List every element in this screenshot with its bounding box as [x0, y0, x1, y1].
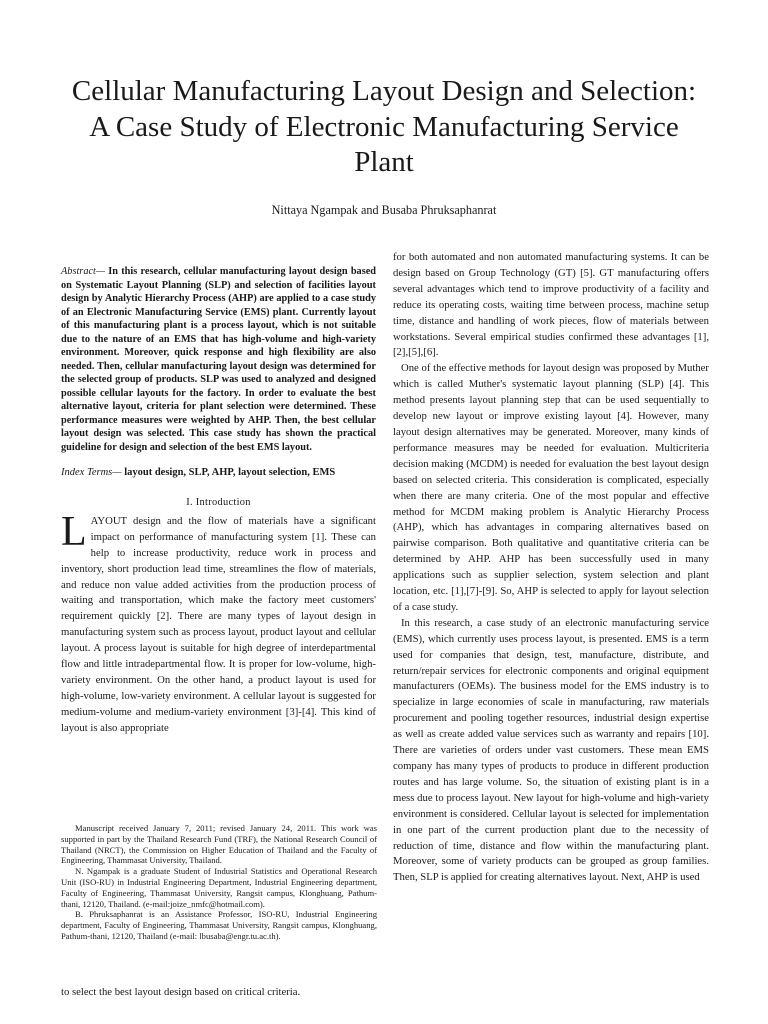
paper-title: Cellular Manufacturing Layout Design and Selection: A Case Study of Electronic Manufacturing Service Plant: [71, 75, 697, 178]
right-paragraph-1: for both automated and non automated manufacturing systems. It can be design based on Group Technology (GT) [5]. GT manufacturing offers several advantages which tend to improve productivity of a facility and reduce its operating costs, waiting time between process, machine setup time, distance and handling of work pieces, flow of materials between workstations. Several empirical studies confirmed these advantages [1],[2],[5],[6].: [393, 251, 709, 359]
right-column: [393, 250, 709, 886]
left-column-last-line: to select the best layout design based on critical criteria.: [61, 986, 301, 998]
paper-authors: Nittaya Ngampak and Busaba Phruksaphanrat: [271, 203, 497, 217]
introduction-text: AYOUT design and the flow of materials have a significant impact on performance of manufacturing system [1]. These can help to increase productivity, reduce work in process and inventory, short production lead time, streamlines the flow of materials, and reduce non value added activities from the production process of waiting and transportation, which make the factory meet customers' requirement quickly [2]. There are many types of layout design in manufacturing system such as process layout, product layout and cellular layout. A process layout is suitable for high degree of interdepartmental flow and little intradepartmental flow. It is proper for low-volume, high-variety environment. On the other hand, a product layout is used for high-volume, low-variety environment. A cellular layout is suggested for medium-volume and medium-variety environment [3]-[4]. This kind of layout is also appropriate: [61, 514, 376, 734]
index-terms-text: layout design, SLP, AHP, layout selection, EMS: [124, 467, 336, 478]
right-paragraph-3: In this research, a case study of an electronic manufacturing service (EMS), which currently uses process layout, is presented. EMS is a term used for companies that design, test, manufacture, distribute, and return/repair services for electronic components and original equipment manufacturers (OEMs). The business model for the EMS industry is to specialize in large economies of scale in manufacturing, raw materials procurement and pooling together resources, industrial design expertise as well as create added value services such as warranty and repairs [10]. There are varieties of orders under vast customers. These mean EMS company has many types of products to produce in different production routes and has large volume. So, the situation of existing plant is in a mess due to process layout. New layout for high-volume and high-variety environment is considered. Cellular layout is selected for implementation in one part of the current production plant due to the necessity of reduction of time, distance and flow within the manufacturing plant. Moreover, some of variety products can be grouped as group families. Then, SLP is applied for creating alternatives layout. Next, AHP is used: [393, 616, 709, 884]
abstract: [61, 265, 376, 454]
footnote-author-2: B. Phruksaphanrat is an Assistance Professor, ISO-RU, Industrial Engineering department, Faculty of Engineering, Thammasat University, Rangsit campus, Klonghuang, Pathum-thani, 12120, Thailand (e-mail: lbusaba@engr.tu.ac.th).: [61, 909, 377, 941]
index-terms-dash: —: [112, 467, 125, 478]
abstract-dash: —: [95, 266, 109, 277]
index-terms: [61, 466, 376, 480]
index-terms-label: Index Terms: [61, 467, 113, 478]
section-heading-introduction: I. Introduction: [186, 497, 251, 508]
footnotes: [61, 823, 377, 942]
footnote-manuscript: Manuscript received January 7, 2011; revised January 24, 2011. This work was supported in part by the Thailand Research Fund (TRF), the National Research Council of Thailand (NRCT), the Commission on Higher Education of Thailand and the Faculty of Engineering, Thammasat University, Thailand.: [61, 823, 377, 866]
abstract-label: Abstract: [61, 266, 96, 277]
left-column: [61, 265, 376, 737]
right-paragraph-2: One of the effective methods for layout design was proposed by Muther which is called Muther's systematic layout planning (SLP) [4]. This method presents layout planning step that can be used sequentially to develop new layout or improve existing layout [4]. However, many layout design alternatives may be generated. Moreover, many kinds of performance measures may be needed for evaluation. Multicriteria decision making (MCDM) is needed for evaluation the best layout design based on selected criteria. This consideration is complicated, especially when there are many criteria. One of the most popular and effective method for MCDM making problem is Analytic Hierarchy Process (AHP), which has advantages in comparing alternatives based on pairwise comparison. Both qualitative and quantitative criteria can be determined by AHP. AHP has been successfully used in many applications such as supplier selection, system selection and plant location, etc. [1],[7]-[9]. So, AHP is selected to apply for layout selection of a case study.: [393, 362, 709, 613]
footnote-author-1: N. Ngampak is a graduate Student of Industrial Statistics and Operational Research Unit (ISO-RU) in Industrial Engineering Department, Industrial Engineering department, Faculty of Engineering, Thammasat University, Rangsit campus, Klonghuang, Pathum-thani, 12120, Thailand. (e-mail:joize_nmfc@hotmail.com).: [61, 866, 377, 909]
introduction-paragraph: [61, 508, 376, 737]
abstract-text: In this research, cellular manufacturing layout design based on Systematic Layout Planning (SLP) and selection of facilities layout design by Analytic Hierarchy Process (AHP) are applied to a case study of an Electronic Manufacturing Service (EMS) plant. Currently layout of this manufacturing plant is a process layout, which is not suitable due to the nature of an EMS that has high-volume and high-variety environment. Moreover, quick response and high flexibility are also needed. Then, cellular manufacturing layout design was determined for the selected group of products. SLP was used to analyzed and designed possible cellular layouts for the factory. In order to evaluate the best alternative layout, criteria for plant selection were determined. These performance measures were weighted by AHP. Then, the best cellular layout design was selected. This case study has shown the practical guideline for design and selection of the best EMS layout.: [61, 266, 376, 453]
drop-cap: L: [61, 508, 87, 555]
